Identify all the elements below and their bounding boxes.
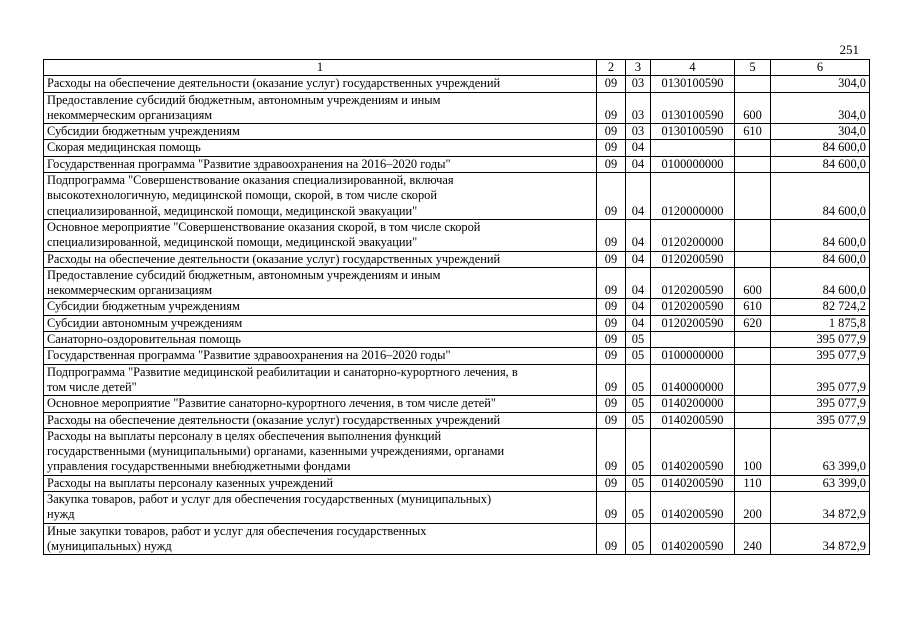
- row-expense-type: [735, 396, 771, 412]
- row-name-line: нужд: [47, 507, 75, 522]
- row-amount: 304,0: [771, 92, 870, 124]
- row-subsection: 05: [626, 348, 651, 364]
- row-amount: 34 872,9: [771, 492, 870, 524]
- table-row: [44, 523, 870, 555]
- row-expense-type: 100: [735, 428, 771, 475]
- row-target-article: 0120200000: [651, 219, 735, 251]
- row-section: 09: [597, 364, 626, 396]
- row-name: [44, 315, 597, 331]
- row-name-line: государственными (муниципальными) органами, казенными учреждениями, органами: [47, 444, 505, 459]
- row-section: 09: [597, 267, 626, 299]
- table-row: [44, 173, 870, 220]
- row-section: 09: [597, 219, 626, 251]
- row-name: [44, 428, 597, 475]
- row-name: [44, 251, 597, 267]
- row-name-line: Закупка товаров, работ и услуг для обеспечения государственных (муниципальных): [47, 492, 492, 507]
- row-amount: 304,0: [771, 124, 870, 140]
- row-amount: 84 600,0: [771, 173, 870, 220]
- row-name: [44, 348, 597, 364]
- budget-table: [43, 59, 870, 555]
- header-cell-target-article: 4: [651, 60, 735, 76]
- row-amount: 84 600,0: [771, 267, 870, 299]
- row-name: [44, 140, 597, 156]
- row-target-article: 0120000000: [651, 173, 735, 220]
- table-row: [44, 140, 870, 156]
- row-target-article: 0120200590: [651, 299, 735, 315]
- row-name-line: Скорая медицинская помощь: [47, 140, 201, 155]
- row-expense-type: 610: [735, 124, 771, 140]
- row-name-line: том числе детей": [47, 379, 137, 394]
- row-target-article: 0120200590: [651, 267, 735, 299]
- row-subsection: 04: [626, 315, 651, 331]
- row-name-line: Подпрограмма "Совершенствование оказания специализированной, включая: [47, 173, 454, 188]
- row-section: 09: [597, 492, 626, 524]
- row-name-line: Иные закупки товаров, работ и услуг для обеспечения государственных: [47, 523, 427, 538]
- row-name: [44, 267, 597, 299]
- header-cell-expense-type: 5: [735, 60, 771, 76]
- row-name: [44, 76, 597, 92]
- row-target-article: 0130100590: [651, 92, 735, 124]
- row-name-line: Субсидии бюджетным учреждениям: [47, 124, 240, 139]
- table-row: [44, 299, 870, 315]
- row-expense-type: 600: [735, 92, 771, 124]
- row-amount: 82 724,2: [771, 299, 870, 315]
- row-name-line: некоммерческим организациям: [47, 107, 213, 122]
- row-name: [44, 156, 597, 172]
- row-subsection: 04: [626, 267, 651, 299]
- row-target-article: 0140200590: [651, 428, 735, 475]
- row-subsection: 05: [626, 396, 651, 412]
- row-name: [44, 523, 597, 555]
- row-name-line: специализированной, медицинской помощи, медицинской эвакуации": [47, 235, 418, 250]
- row-subsection: 05: [626, 475, 651, 491]
- table-row: [44, 348, 870, 364]
- row-name-line: Предоставление субсидий бюджетным, автономным учреждениям и иным: [47, 267, 441, 282]
- row-expense-type: 600: [735, 267, 771, 299]
- row-target-article: 0140000000: [651, 364, 735, 396]
- row-name-line: Расходы на обеспечение деятельности (оказание услуг) государственных учреждений: [47, 251, 501, 266]
- row-section: 09: [597, 124, 626, 140]
- row-subsection: 04: [626, 251, 651, 267]
- row-name-line: Основное мероприятие "Развитие санаторно-курортного лечения, в том числе детей": [47, 396, 496, 411]
- row-name-line: Субсидии автономным учреждениям: [47, 315, 243, 330]
- row-amount: 84 600,0: [771, 140, 870, 156]
- row-amount: 34 872,9: [771, 523, 870, 555]
- header-cell-amount: 6: [771, 60, 870, 76]
- row-subsection: 04: [626, 219, 651, 251]
- table-row: [44, 124, 870, 140]
- row-name-line: Расходы на обеспечение деятельности (оказание услуг) государственных учреждений: [47, 412, 501, 427]
- row-name-line: (муниципальных) нужд: [47, 538, 172, 553]
- row-subsection: 04: [626, 173, 651, 220]
- row-section: 09: [597, 348, 626, 364]
- row-expense-type: [735, 412, 771, 428]
- row-amount: 304,0: [771, 76, 870, 92]
- row-expense-type: [735, 140, 771, 156]
- row-section: 09: [597, 412, 626, 428]
- row-expense-type: [735, 219, 771, 251]
- row-expense-type: 110: [735, 475, 771, 491]
- table-row: [44, 76, 870, 92]
- row-subsection: 03: [626, 76, 651, 92]
- row-subsection: 05: [626, 332, 651, 348]
- row-expense-type: [735, 251, 771, 267]
- table-row: [44, 219, 870, 251]
- table-row: [44, 332, 870, 348]
- row-name-line: Санаторно-оздоровительная помощь: [47, 332, 241, 347]
- row-amount: 84 600,0: [771, 156, 870, 172]
- row-name-line: Подпрограмма "Развитие медицинской реабилитации и санаторно-курортного лечения, в: [47, 364, 518, 379]
- row-expense-type: [735, 156, 771, 172]
- row-subsection: 04: [626, 156, 651, 172]
- table-row: [44, 267, 870, 299]
- row-subsection: 05: [626, 492, 651, 524]
- table-row: [44, 396, 870, 412]
- header-cell-subsection: 3: [626, 60, 651, 76]
- row-target-article: 0140200590: [651, 523, 735, 555]
- row-amount: 395 077,9: [771, 396, 870, 412]
- row-target-article: 0100000000: [651, 156, 735, 172]
- table-row: [44, 475, 870, 491]
- row-section: 09: [597, 251, 626, 267]
- row-target-article: [651, 332, 735, 348]
- row-name-line: Предоставление субсидий бюджетным, автономным учреждениям и иным: [47, 92, 441, 107]
- row-target-article: 0140200590: [651, 475, 735, 491]
- row-name: [44, 364, 597, 396]
- row-amount: 84 600,0: [771, 219, 870, 251]
- row-expense-type: [735, 348, 771, 364]
- row-expense-type: [735, 332, 771, 348]
- row-section: 09: [597, 523, 626, 555]
- table-row: [44, 428, 870, 475]
- row-name-line: Расходы на обеспечение деятельности (оказание услуг) государственных учреждений: [47, 76, 501, 91]
- row-name: [44, 92, 597, 124]
- row-target-article: 0140200000: [651, 396, 735, 412]
- row-expense-type: [735, 173, 771, 220]
- row-target-article: 0140200590: [651, 492, 735, 524]
- row-section: 09: [597, 396, 626, 412]
- row-section: 09: [597, 299, 626, 315]
- header-cell-name: 1: [44, 60, 597, 76]
- row-target-article: 0130100590: [651, 124, 735, 140]
- row-amount: 63 399,0: [771, 428, 870, 475]
- row-section: 09: [597, 315, 626, 331]
- row-name-line: Расходы на выплаты персоналу казенных учреждений: [47, 475, 333, 490]
- row-subsection: 04: [626, 299, 651, 315]
- row-expense-type: 200: [735, 492, 771, 524]
- row-subsection: 05: [626, 523, 651, 555]
- row-expense-type: 610: [735, 299, 771, 315]
- row-section: 09: [597, 173, 626, 220]
- row-subsection: 05: [626, 412, 651, 428]
- row-name-line: специализированной, медицинской помощи, медицинской эвакуации": [47, 203, 418, 218]
- row-target-article: [651, 140, 735, 156]
- row-expense-type: [735, 364, 771, 396]
- row-amount: 395 077,9: [771, 348, 870, 364]
- page-number: 251: [839, 42, 859, 57]
- table-row: [44, 156, 870, 172]
- row-name-line: Государственная программа "Развитие здравоохранения на 2016–2020 годы": [47, 348, 451, 363]
- row-name-line: управления государственными внебюджетными фондами: [47, 459, 351, 474]
- row-amount: 63 399,0: [771, 475, 870, 491]
- row-amount: 395 077,9: [771, 332, 870, 348]
- row-subsection: 03: [626, 124, 651, 140]
- row-expense-type: 240: [735, 523, 771, 555]
- row-name: [44, 299, 597, 315]
- row-target-article: 0130100590: [651, 76, 735, 92]
- row-section: 09: [597, 475, 626, 491]
- row-name: [44, 412, 597, 428]
- row-amount: 1 875,8: [771, 315, 870, 331]
- row-subsection: 03: [626, 92, 651, 124]
- header-cell-section: 2: [597, 60, 626, 76]
- row-amount: 84 600,0: [771, 251, 870, 267]
- row-name-line: Основное мероприятие "Совершенствование оказания скорой, в том числе скорой: [47, 219, 481, 234]
- row-section: 09: [597, 156, 626, 172]
- row-section: 09: [597, 140, 626, 156]
- row-amount: 395 077,9: [771, 412, 870, 428]
- row-target-article: 0140200590: [651, 412, 735, 428]
- row-name: [44, 219, 597, 251]
- row-name-line: Субсидии бюджетным учреждениям: [47, 299, 240, 314]
- header-row: [44, 60, 870, 76]
- table-row: [44, 412, 870, 428]
- row-expense-type: 620: [735, 315, 771, 331]
- row-name: [44, 124, 597, 140]
- row-name-line: некоммерческим организациям: [47, 283, 213, 298]
- row-name: [44, 173, 597, 220]
- row-name-line: Государственная программа "Развитие здравоохранения на 2016–2020 годы": [47, 156, 451, 171]
- table-row: [44, 92, 870, 124]
- row-name: [44, 332, 597, 348]
- row-subsection: 05: [626, 428, 651, 475]
- row-section: 09: [597, 92, 626, 124]
- row-section: 09: [597, 76, 626, 92]
- row-target-article: 0120200590: [651, 251, 735, 267]
- row-expense-type: [735, 76, 771, 92]
- row-name-line: высокотехнологичную, медицинской помощи, скорой, в том числе скорой: [47, 188, 437, 203]
- row-subsection: 04: [626, 140, 651, 156]
- row-amount: 395 077,9: [771, 364, 870, 396]
- row-name: [44, 492, 597, 524]
- row-name: [44, 396, 597, 412]
- row-section: 09: [597, 428, 626, 475]
- row-subsection: 05: [626, 364, 651, 396]
- row-name-line: Расходы на выплаты персоналу в целях обеспечения выполнения функций: [47, 428, 442, 443]
- row-name: [44, 475, 597, 491]
- table-row: [44, 492, 870, 524]
- table-row: [44, 364, 870, 396]
- row-target-article: 0100000000: [651, 348, 735, 364]
- row-target-article: 0120200590: [651, 315, 735, 331]
- table-row: [44, 251, 870, 267]
- row-section: 09: [597, 332, 626, 348]
- table-row: [44, 315, 870, 331]
